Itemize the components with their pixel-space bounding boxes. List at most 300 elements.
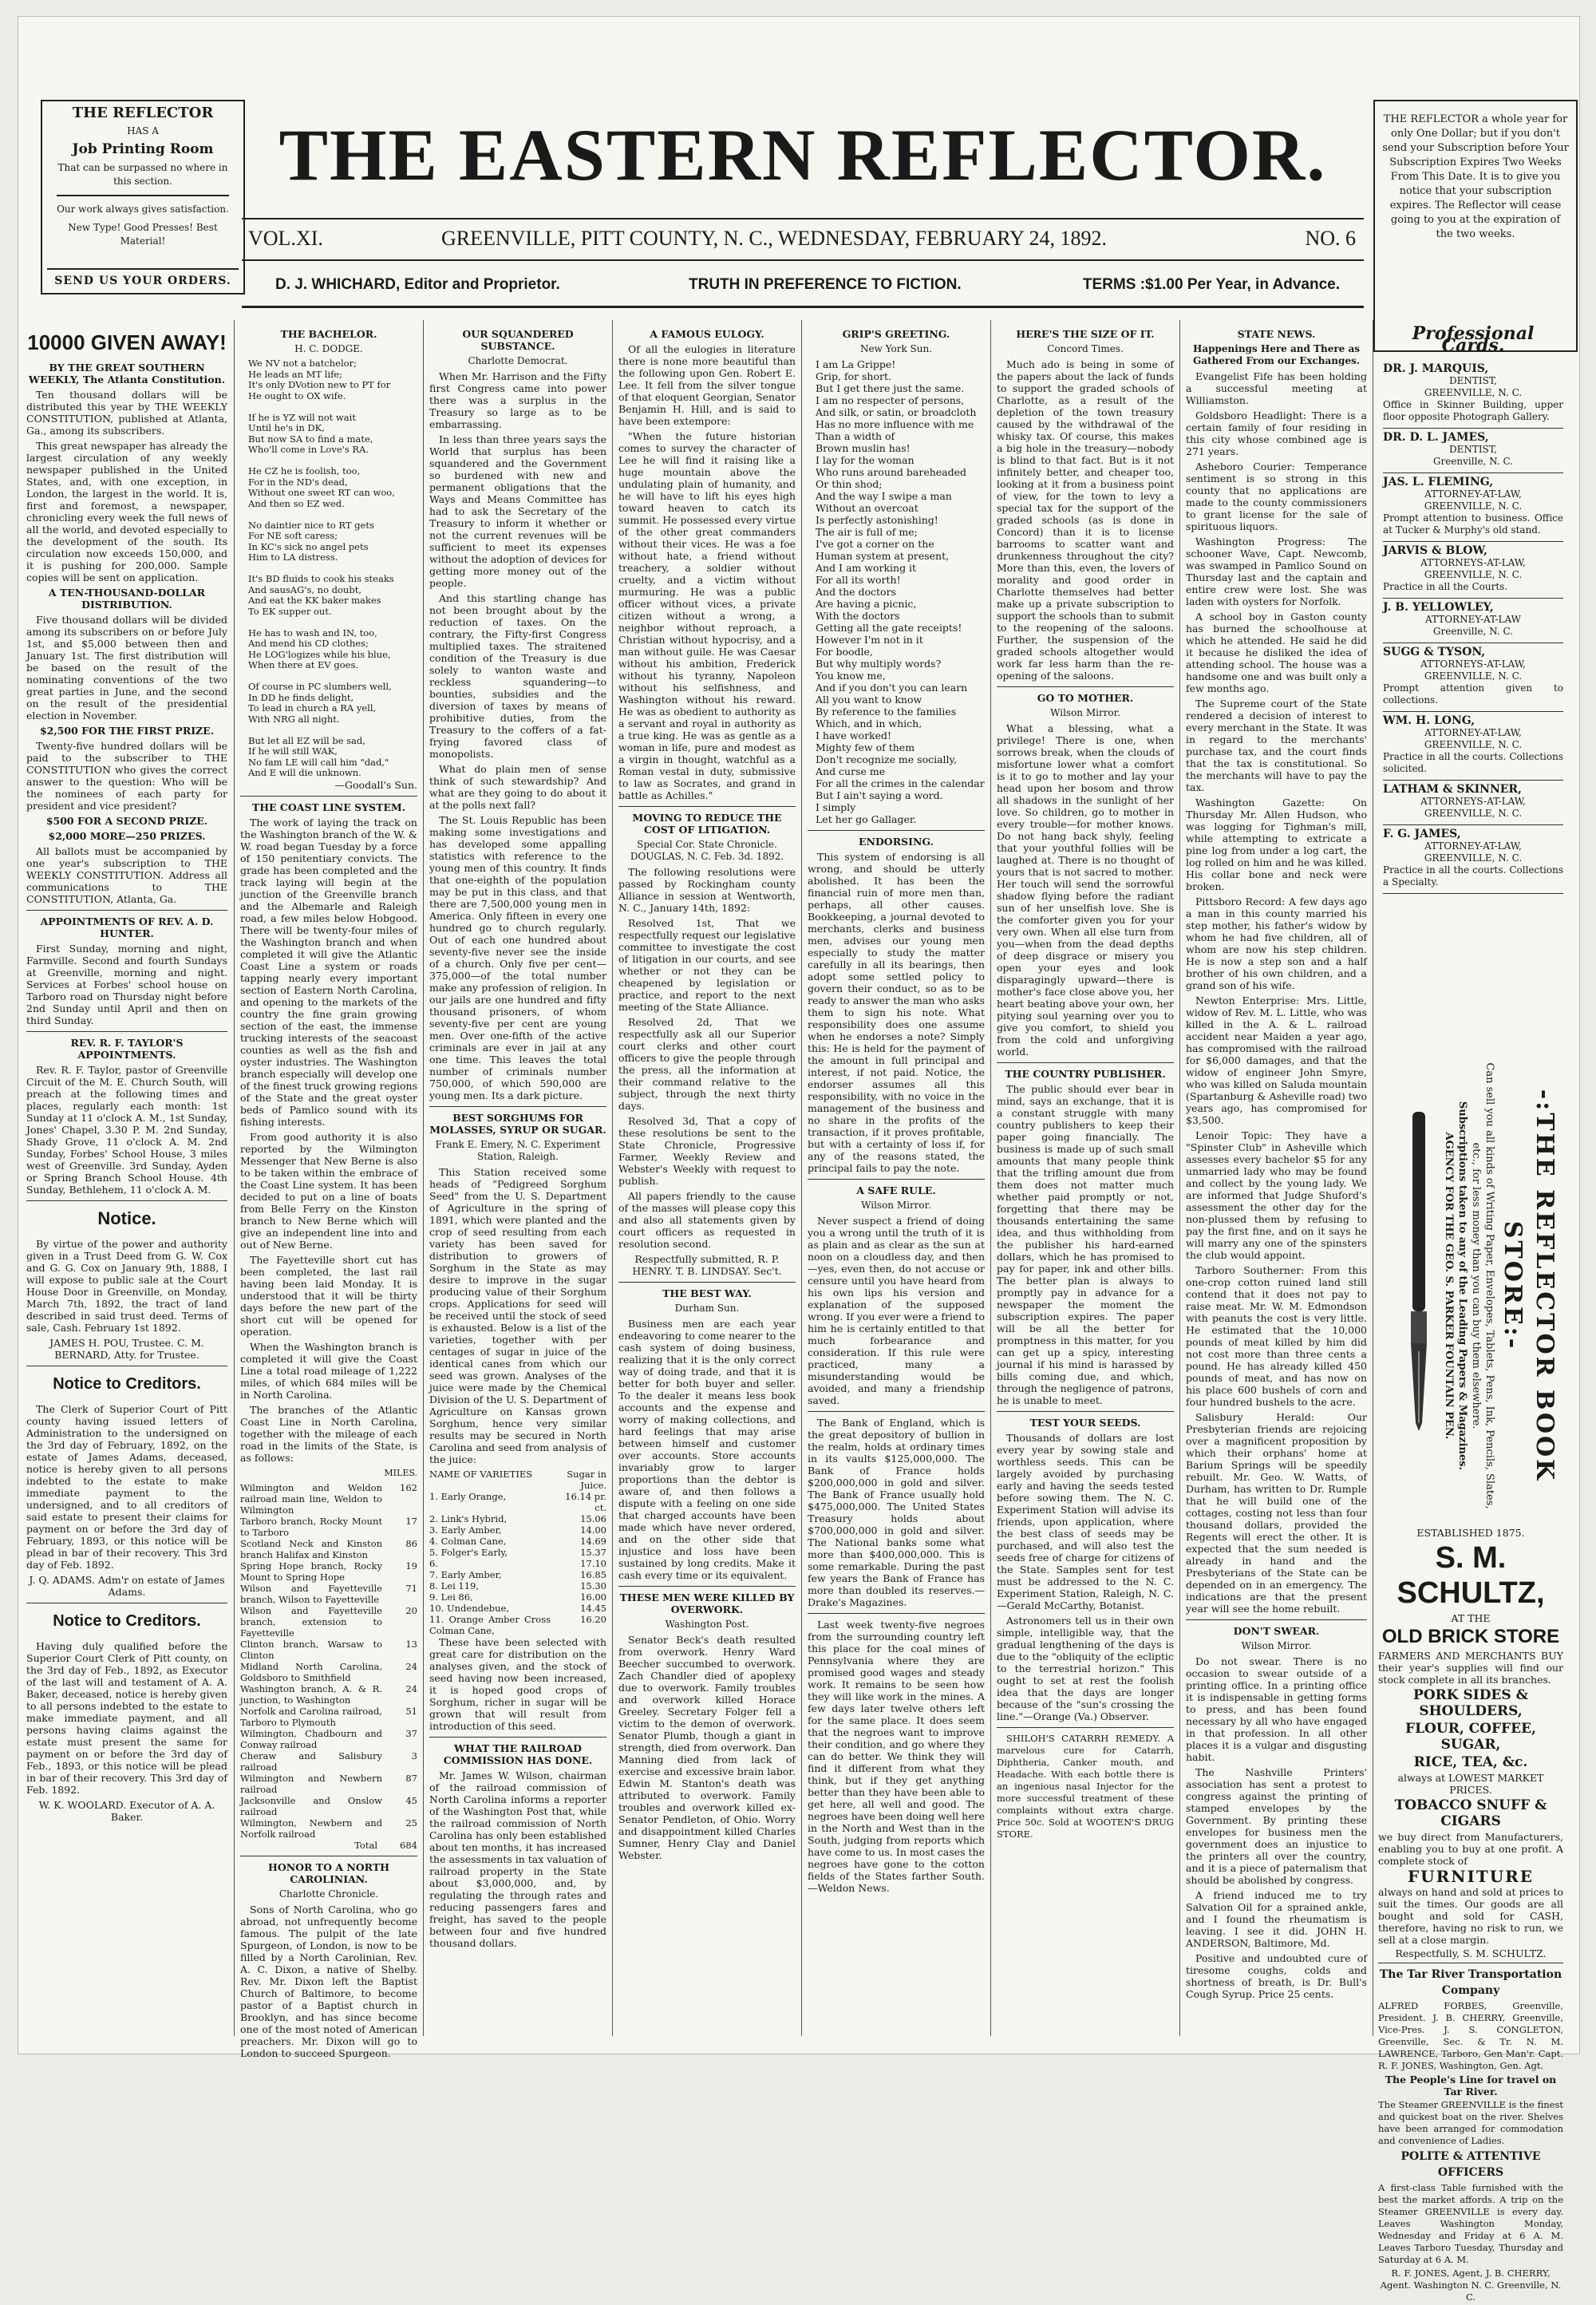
route-name: Wilmington and Weldon railroad main line, Weldon to Wilmington xyxy=(240,1481,382,1516)
section-heading: $2,500 FOR THE FIRST PRIZE. xyxy=(39,725,215,737)
card-note: Prompt attention given to collections. xyxy=(1383,682,1563,706)
volume: VOL.XI. xyxy=(248,227,323,250)
bookstore-ad-text xyxy=(1440,1062,1560,1509)
section-heading: MOVING TO REDUCE THE COST OF LITIGATION. xyxy=(632,812,782,836)
article-text: Do not swear. There is no occasion to swear outside of a printing office. In a printing office it is indispensable in getting forms to press, and has been found necessary by all who have engaged in that profession. In all other places it is a vulgar and disgusting habit. xyxy=(1186,1655,1367,1763)
section-heading: A TEN-THOUSAND-DOLLAR DISTRIBUTION. xyxy=(48,587,206,611)
card-location: GREENVILLE, N. C. xyxy=(1424,852,1523,864)
sorghum-header-row xyxy=(429,1469,606,1491)
variety-name: 6. xyxy=(429,1558,438,1569)
article-text: The work of laying the track on the Washington branch of the W. & W. road began Tuesday by a force of 150 penitentiary convicts. The grade has been completed and the track laying will begin at the junction of the Greenville branch and the Albemarle and Raleigh road, a few miles below Hobgood. There will be twenty-four miles of the Washington branch and when completed it will give the Atlantic Coast Line a system or roads tapping nearly every important section of Eastern North Carolina, and opening to the markets of the country the fine grain growing section of the east, the immense trucking interests of the seacoast counties as well as the fish and oyster industries. The Washington branch especially will develop one of the finest truck growing regions of the State and the great oyster beds of Pamlico sound with its fishing interests. xyxy=(240,816,417,1128)
article-text: This Station received some heads of "Pedigreed Sorghum Seed" from the U. S. Department of Agriculture in the spring of 1891, which were planted and the crop of seed resulting from each variety has been saved for distribution to growers of Sorghum in the State as may desire to improve in the sugar producing value of their Sorghum crops. Applications for seed will be received until the stock of seed is exhausted. Below is a list of the varieties, together with per centages of sugar in juice of the identical canes from which our seed was grown. Analyses of the juice were made by the Chemical Division of the U. S. Department of Agriculture on Kansas grown Sorghum, hence very similar results may be secured in North Carolina and seed from analysis of the juice: xyxy=(429,1166,606,1465)
sugar-percent: 16.20 xyxy=(580,1614,606,1625)
card-note: Practice in all the courts. Collections a Specialty. xyxy=(1383,864,1563,888)
section-heading: REV. R. F. TAYLOR'S APPOINTMENTS. xyxy=(70,1037,184,1061)
divider xyxy=(618,1586,796,1587)
route-miles: 162 xyxy=(400,1481,417,1493)
schultz-name: S. M. SCHULTZ, xyxy=(1396,1541,1545,1610)
article-text: In less than three years says the World that surplus has been squandered and the Government so burdened with new and permanent obligations that the Ways and Means Committee has had to ask the Secretary of the Treasury to inform it whether or not the current revenues will be sufficient to meet its expenses without the adoption of devices for getting more money out of the people. xyxy=(429,433,606,589)
article-text: Resolved 2d, That we respectfully ask all our Superior court clerks and other court officers to give the people through the press, all the information at their command relative to the subject, through the next thirty days. xyxy=(618,1016,796,1112)
source: Washington Post. xyxy=(665,1619,749,1630)
article-text: The Bank of England, which is the great depository of bullion in the realm, holds at ordinary times in its vaults $125,000,000. The Bank of France holds $200,000,000 in gold and silver. The Bank of France usually hold $475,000,000. The United States Treasury holds about $700,000,000 in gold and silver. The National banks some what more than $400,000,000. This is some remarkable. During the past few years the Bank of France has more than doubled its reserves.—Drake's Magazines. xyxy=(808,1417,985,1608)
card-note: Practice in all the Courts. xyxy=(1383,581,1508,592)
card-name: LATHAM & SKINNER, xyxy=(1383,783,1522,796)
divider xyxy=(26,1200,227,1201)
header-bottom-rule xyxy=(242,306,1364,308)
ear-divider xyxy=(57,195,229,196)
mileage-row xyxy=(240,1482,417,1516)
card-location: Greenville, N. C. xyxy=(1432,626,1514,637)
ear-job-printing: Job Printing Room xyxy=(72,141,214,157)
mileage-row xyxy=(240,1750,417,1773)
variety-name: 9. Lei 86, xyxy=(429,1591,473,1603)
divider xyxy=(808,1179,985,1180)
section-heading: APPOINTMENTS OF REV. A. D. HUNTER. xyxy=(40,915,214,939)
state-news-item: Tarboro Southerner: From this one-crop cotton ruined land still contend that it does not pay to raise meat. Mr. W. M. Edmondson with peanuts the cost is very little. He estimated that the 10,000 pounds of meat killed by him did not cost more than three cents a pound. He has already killed 450 pounds of meat, and has now on his place 600 bushels of corn and four hundred bushels to the acre. xyxy=(1186,1264,1367,1408)
article-text: Last week twenty-five negroes from the surrounding country left this place for the coal mines of Pennsylvania where they are promised good wages and steady work. It remains to be seen how they will like work in the mines. A few days later twelve others left for the same place. It does seem that the negroes want to improve their condition, and go where they can do better. We think they will find it different from what they think, but if they get anything better than they have been able to get here, all well and good. The negroes have been doing well here in the North and West than in the South, judging from reports which have come to us. In most cases the negroes have gone to the cotton fields of the States farther South.—Weldon News. xyxy=(808,1619,985,1894)
tobacco-line: TOBACCO SNUFF & CIGARS xyxy=(1394,1797,1547,1829)
route-name: Washington branch, A. & R. junction, to Washington xyxy=(240,1682,382,1706)
polite-line: POLITE & ATTENTIVE OFFICERS xyxy=(1400,2150,1541,2179)
mileage-row xyxy=(240,1605,417,1639)
section-heading: WHAT THE RAILROAD COMMISSION HAS DONE. xyxy=(443,1742,593,1766)
route-miles: 24 xyxy=(405,1660,417,1672)
mileage-row xyxy=(240,1706,417,1728)
state-news-item: Washington Gazette: On Thursday Mr. Allen Hudson, who was logging for Tighman's mill, while attempting to extricate a pine log from under a log cart, the log rolled on him and he was killed. His collar bone and neck were broken. xyxy=(1186,797,1367,892)
card-name: J. B. YELLOWLEY, xyxy=(1383,601,1494,614)
divider xyxy=(808,830,985,831)
card-name: SUGG & TYSON, xyxy=(1383,646,1486,658)
goods-line: FLOUR, COFFEE, SUGAR, xyxy=(1405,1721,1536,1753)
mileage-row xyxy=(240,1683,417,1706)
divider xyxy=(26,1031,227,1032)
ad-text: The Steamer GREENVILLE is the finest and quickest boat on the river. Shelves have been arranged for commodation and convenience of Ladies. xyxy=(1378,2099,1563,2146)
mileage-row xyxy=(240,1817,417,1840)
state-news-item: Lenoir Topic: They have a "Spinster Club" in Asheville which assesses every bachelor $5 for any unmarried lady who may be found and collect by the young lady. We are informed that Judge Shuford's assessment the other day for the non-plussed them by refusing to pay the first fine, and on it says he will marry any one of the spinsters the club would appoint. xyxy=(1186,1129,1367,1261)
sorghum-row xyxy=(429,1569,606,1580)
at-the: AT THE xyxy=(1451,1612,1491,1624)
total-label: Total xyxy=(354,1839,377,1851)
constitution-sub: BY THE GREAT SOUTHERN WEEKLY, The Atlanta Constitution. xyxy=(28,362,226,385)
card-title: ATTORNEYS-AT-LAW, xyxy=(1420,557,1526,568)
sorghum-row xyxy=(429,1591,606,1603)
card-title: ATTORNEY-AT-LAW, xyxy=(1424,488,1522,500)
article-text: What a blessing, what a privilege! There is one, when sorrows break, when the clouds of misfortune lower what a comfort is it to go to mother and lay your head upon her bosom and throw all shadows in the sunlight of her love. So children, go to mother in every trouble—for mother knows. Do not hang back shyly, feeling that your youthful follies will be laughed at. There is no thought of yours that is not sacred to mother. Her touch will send the sorrowful shadow flying before the radiant sun of her unselfish love. She is the comforter given you for your very own. When all else turn from you—when from the dead depths of deep disgrace or misery you open your eyes and look disparagingly upward—there is mother's face close above you, her heart beating above your own, her pitying soul yearning over you to give you comfort, to shield you from the cold and unforgiving world. xyxy=(997,722,1174,1058)
mileage-row xyxy=(240,1773,417,1795)
variety-name: 2. Link's Hybrid, xyxy=(429,1513,508,1524)
sorghum-row xyxy=(429,1491,606,1513)
article-text: Ten thousand dollars will be distributed this year by THE WEEKLY CONSTITUTION, published at Atlanta, Ga., among its subscribers. xyxy=(26,389,227,437)
card-name: WM. H. LONG, xyxy=(1383,714,1476,727)
total-value: 684 xyxy=(400,1839,417,1851)
article-text: The public should ever bear in mind, says an exchange, that it is a constant struggle with many country publishers to keep their paper going financially. The business is made up of such small amounts that many people think that the trifling amount due from them does not matter much whether paid promptly or not, forgetting that there may be thousands entertaining the same idea, and thus withholding from the publisher his hard-earned dollars, which he has promised to pay for paper, ink and other bills. The better plan is always to promptly pay in advance for a newspaper the moment the subscription expires. The paper will be all the better for promptness in this matter, for you can get up a spicy, interesting journal if his mind is harassed by bills coming due, and which, through the negligence of patrons, he is unable to meet. xyxy=(997,1083,1174,1406)
column-rule xyxy=(612,320,613,2036)
divider xyxy=(1186,1619,1367,1620)
mileage-table xyxy=(240,1482,417,1851)
route-name: Wilmington, Newbern and Norfolk railroad xyxy=(240,1817,382,1840)
prices-line: always at LOWEST MARKET PRICES. xyxy=(1397,1772,1544,1796)
article-text: The branches of the Atlantic Coast Line in North Carolina, together with the mileage of each road in the limits of the State, is as follows: xyxy=(240,1403,417,1464)
ad-text: always on hand and sold at prices to suit the times. Our goods are all bought and sold for CASH, therefore, having no risk to run, we sell at a close margin. xyxy=(1378,1886,1563,1946)
variety-name: 4. Colman Cane, xyxy=(429,1536,507,1547)
section-heading: HONOR TO A NORTH CAROLINIAN. xyxy=(268,1860,389,1885)
card-location: GREENVILLE, N. C. xyxy=(1424,569,1523,580)
route-name: Jacksonville and Onslow railroad xyxy=(240,1794,382,1817)
bookstore-line: Can sell you all kinds of Writing Paper, Envelopes, Tablets, Pens, Ink, Pencils, Slates, etc., for less money than you can buy them elsewhere. xyxy=(1470,1062,1495,1509)
variety-name: 7. Early Amber, xyxy=(429,1569,502,1580)
sorghum-col-head: Sugar in Juice. xyxy=(567,1469,606,1491)
route-name: Wilson and Fayetteville branch, Wilson to Fayetteville xyxy=(240,1582,382,1605)
professional-cards xyxy=(1383,325,1563,894)
professional-card xyxy=(1383,825,1563,894)
divider xyxy=(997,1411,1174,1412)
route-name: Midland North Carolina, Goldsboro to Smithfield xyxy=(240,1660,382,1683)
article-text: Much ado is being in some of the papers about the lack of funds to support the graded schools of Charlotte, as a result of the depletion of the town treasury caused by the withdrawal of the whisky tax. Of course, this makes a big hole in the treasury—nobody is blind to that fact. But is it not infinitely better, and cheaper too, looking at it from a business point of view, for the town to levy a special tax for the support of the graded schools (as is done in Concord) than it is to license barrooms to scatter want and drunkenness throughout the city? More than this, even, the lovers of morality and good order in Charlotte themselves had better make up a private subscription to support the schools than to submit to the reopening of the saloons. Further, the suspension of the graded schools altogether would work far less harm than the re-opening of the saloons. xyxy=(997,358,1174,682)
masthead-rule xyxy=(242,218,1364,219)
professional-card xyxy=(1383,473,1563,542)
ear-work: Our work always gives satisfaction. xyxy=(57,204,229,215)
article-text: What do plain men of sense think of such stewardship? And what are they going to do about it at the polls next fall? xyxy=(429,763,606,811)
article-text: Having duly qualified before the Superior Court Clerk of Pitt county, on the 3rd day of Feb., 1892, as Executor of the last will and testament of A. A. Baker, deceased, notice is hereby given to all persons indebted to the estate to make immediate payment, and all persons having claims against the estate must present the same for payment on or before the 3rd day of Feb., 1893, or this notice will be plead in bar of their recovery. This 3rd day of Feb. 1892. xyxy=(26,1640,227,1796)
agents-line: R. F. JONES, Agent, J. B. CHERRY, Agent. Washington N. C. Greenville, N. C. xyxy=(1380,2267,1562,2303)
column-rule xyxy=(423,320,424,2036)
section-heading: DON'T SWEAR. xyxy=(1233,1625,1320,1637)
article-text: The following resolutions were passed by Rockingham county Alliance in session at Wentworth, N. C., January 14th, 1892: xyxy=(618,866,796,914)
ear-title: THE REFLECTOR xyxy=(72,105,214,121)
bookstore-ad xyxy=(1440,1062,1560,1509)
column-4 xyxy=(618,325,796,2036)
sugar-percent: 16.85 xyxy=(580,1569,606,1580)
article-text: The Nashville Printers' association has sent a protest to congress against the printing of stamped envelopes by the Government. By printing these envelopes for business men the government does an injustice to the printers all over the country, and it is a piece of paternalism that should be abolished by congress. xyxy=(1186,1766,1367,1886)
established: ESTABLISHED 1875. xyxy=(1416,1527,1525,1539)
fountain-pen-illustration xyxy=(1403,1112,1435,1431)
issue-number: NO. 6 xyxy=(1305,227,1356,250)
professional-card xyxy=(1383,429,1563,473)
bookstore-line: AGENCY FOR THE GEO. S. PARKER FOUNTAIN PEN. xyxy=(1443,1132,1455,1440)
professional-card xyxy=(1383,360,1563,429)
state-news-item: Newton Enterprise: Mrs. Little, widow of Rev. M. L. Little, who was killed in the A. & L. railroad accident near Maiden a year ago, has compromised with the railroad for $6,000 damages, and that the widow of engineer John Smyre, who was killed on Saluda mountain (Spartanburg & Asheville road) two years ago, has compromised for $3,500. xyxy=(1186,994,1367,1126)
article-text: Rev. R. F. Taylor, pastor of Greenville Circuit of the M. E. Church South, will preach at the following times and places, regularly each month: 1st Sunday at 11 o'clock A. M., 1st Sunday, Jones' Chapel, 3.30 P. M. 2nd Sunday, Shady Grove, 11 o'clock A. M. 2nd Sunday, Forbes' School House, 3 miles west of Greenville. 3rd Sunday, Ayden or Spring Branch School House. 4th Sunday, Bethlehem, 11 o'clock A. M. xyxy=(26,1064,227,1196)
signature: Respectfully submitted, R. P. HENRY. T. B. LINDSAY. Sec't. xyxy=(632,1253,782,1277)
article-text: A friend induced me to try Salvation Oil for a sprained ankle, and I found the rheumatism is leaving. I see it did. JOHN H. ANDERSON, Baltimore, Md. xyxy=(1186,1889,1367,1949)
shiloh-ad: SHILOH'S CATARRH REMEDY. A marvelous cure for Catarrh, Diphtheria, Canker mouth, and Headache. With each bottle there is an ingenious nasal Injector for the more successful treatment of these complaints without extra charge. Price 50c. Sold at WOOTEN'S DRUG STORE. xyxy=(997,1733,1174,1840)
article-text: "When the future historian comes to survey the character of Lee he will find it raising like a huge mountain above the undulating plain of humanity, and he will have to lift his eyes high toward heaven to catch its summit. He possessed every virtue of the other great commanders without their vices. He was a foe without hate, a friend without treachery, a soldier without cruelty, and a victim without murmuring. He was a public officer without vices, a private citizen without a wrong, a neighbor without reproach, a Christian without hypocrisy, and a man without guile. He was Caesar without his ambition, Frederick without his tyranny, Napoleon without his selfishness, and Washington without his reward. He was as obedient to authority as a servant and royal in authority as a true king. He was as gentle as a woman in life, pure and modest as a virgin in thought, watchful as a Roman vestal in duty, submissive to law as Socrates, and grand in battle as Achilles." xyxy=(618,430,796,801)
state-news-item: A school boy in Gaston county has burned the schoolhouse at which he attended. He said he did it because he disliked the idea of attending school. The house was a handsome one and was built only a few months ago. xyxy=(1186,611,1367,694)
article-text: Never suspect a friend of doing you a wrong until the truth of it is as plain and as clear as the sun at noon on a cloudless day, and then—yes, even then, do not accuse or censure until you have heard from his own lips his version and explanation of the supposed wrong. If you ever were a friend to him he is certainly entitled to that much forbearance and consideration. If this rule were practiced, many a misunderstanding would be avoided, and many a friendship saved. xyxy=(808,1215,985,1406)
sugar-percent: 14.45 xyxy=(580,1603,606,1614)
source: Charlotte Democrat. xyxy=(468,355,568,366)
source: Wilson Mirror. xyxy=(1241,1640,1312,1651)
card-name: F. G. JAMES, xyxy=(1383,828,1461,840)
sorghum-row xyxy=(429,1614,606,1636)
route-name: Norfolk and Carolina railroad, Tarboro to Plymouth xyxy=(240,1705,382,1728)
cards-title: Professional Cards. xyxy=(1412,323,1535,356)
article-text: Resolved 1st, That we respectfully request our legislative committee to investigate the cost of litigation in our courts, and see whether or not they can be cheapened by legislation or practice, and report to the next meeting of the State Alliance. xyxy=(618,917,796,1013)
state-news-item: Evangelist Fife has been holding a successful meeting at Williamston. xyxy=(1186,370,1367,406)
source: Special Cor. State Chronicle. DOUGLAS, N. C. Feb. 3d. 1892. xyxy=(630,839,784,862)
route-name: Wilmington, Chadbourn and Conway railroad xyxy=(240,1727,382,1750)
card-title: ATTORNEY-AT-LAW, xyxy=(1424,727,1522,738)
state-news-item: The Supreme court of the State rendered a decision of interest to every merchant in the State. It was in regard to the merchants' purchase tax, and the court finds that the tax is constitutional. So the merchants will have to pay the tax. xyxy=(1186,698,1367,793)
state-news-item: Pittsboro Record: A few days ago a man in this county married his step mother, his father's widow by whom he had five children, all of whom are now his step children. He is now a step son and a half brother of his own children, and a grand son of his wife. xyxy=(1186,896,1367,991)
route-name: Spring Hope branch, Rocky Mount to Spring Hope xyxy=(240,1560,382,1583)
section-heading: THE COAST LINE SYSTEM. xyxy=(251,801,406,813)
bookstore-line: Subscriptions taken to any of the Leading Papers & Magazines. xyxy=(1456,1101,1468,1471)
divider xyxy=(997,1062,1174,1063)
card-location: GREENVILLE, N. C. xyxy=(1424,739,1523,750)
mileage-row xyxy=(240,1583,417,1605)
route-name: Cheraw and Salisbury railroad xyxy=(240,1750,382,1773)
section-heading: STATE NEWS. xyxy=(1237,328,1316,340)
professional-card xyxy=(1383,542,1563,599)
route-name: Wilson and Fayetteville branch, extension to Fayetteville xyxy=(240,1604,382,1639)
article-text: And this startling change has not been brought about by the reduction of taxes. On the contrary, the Fifty-first Congress multiplied taxes. The straitened condition of the Treasury is due solely to wanton waste and reckless squandering—to bounties, subsidies and the diversion of taxes by means of prohibitive duties, from the Treasury to the coffers of a fat-frying favored class of monopolists. xyxy=(429,592,606,760)
sorghum-row xyxy=(429,1524,606,1536)
card-location: GREENVILLE, N. C. xyxy=(1424,808,1523,819)
signature: W. K. WOOLARD. Executor of A. A. Baker. xyxy=(38,1799,215,1823)
card-note: Practice in all the courts. Collections solicited. xyxy=(1383,751,1563,774)
source: Wilson Mirror. xyxy=(1050,707,1120,718)
article-text: Positive and undoubted cure of tiresome coughs, colds and shortness of breath, is Dr. Bull's Cough Syrup. Price 25 cents. xyxy=(1186,1952,1367,2000)
section-heading: THE BEST WAY. xyxy=(662,1287,752,1299)
sugar-percent: 17.10 xyxy=(580,1558,606,1569)
mileage-row xyxy=(240,1728,417,1750)
volume-line xyxy=(242,223,1364,255)
article-text: The Fayetteville short cut has been completed, the last rail having been laid Monday. It is understood that it will be thirty days before the new part of the short cut will be opened for operation. xyxy=(240,1253,417,1338)
motto: TRUTH IN PREFERENCE TO FICTION. xyxy=(689,276,962,293)
column-rule xyxy=(1179,320,1180,2036)
article-text: All ballots must be accompanied by one year's subscription to THE WEEKLY CONSTITUTION. Address all communications to THE CONSTITUTION, Atlanta, Ga. xyxy=(26,845,227,905)
state-news-item: Washington Progress: The schooner Wave, Capt. Newcomb, was swamped in Pamlico Sound on Thursday last and the captain and entire crew were lost. She was laden with oysters for Norfolk. xyxy=(1186,536,1367,607)
route-name: Wilmington and Newbern railroad xyxy=(240,1772,382,1795)
ad-text: we buy direct from Manufacturers, enabling you to buy at one profit. A complete stock of xyxy=(1378,1831,1563,1867)
card-note: Prompt attention to business. Office at Tucker & Murphy's old stand. xyxy=(1383,512,1563,536)
route-miles: 19 xyxy=(405,1560,417,1572)
route-miles: 17 xyxy=(405,1515,417,1527)
mileage-row xyxy=(240,1639,417,1661)
card-title: ATTORNEYS-AT-LAW, xyxy=(1420,796,1526,807)
route-name: Clinton branch, Warsaw to Clinton xyxy=(240,1638,382,1661)
sugar-percent: 15.30 xyxy=(580,1580,606,1591)
variety-name: 11. Orange Amber Cross Colman Cane, xyxy=(429,1614,551,1636)
mileage-row xyxy=(240,1560,417,1583)
furniture-line: FURNITURE xyxy=(1407,1867,1535,1886)
section-heading: $2,000 MORE—250 PRIZES. xyxy=(48,830,206,842)
ear-has-a: HAS A xyxy=(127,125,159,136)
divider xyxy=(808,1613,985,1614)
route-miles: 13 xyxy=(405,1638,417,1650)
cards-list xyxy=(1383,360,1563,894)
divider xyxy=(240,796,417,797)
article-text: This system of endorsing is all wrong, and should be utterly abolished. It has been the financial ruin of more men than, perhaps, all other causes. Bookkeeping, a journal devoted to merchants, clerks and business men, advises our young men especially to study the matter carefully in all its bearings, then adopt some settled policy to govern their conduct, so as to be ready to answer the man who asks them to sign his note. What responsibility does one assume when he endorses a note? Simply this: He is held for the payment of the amount in full principal and interest, if not paid. Notice, the endorser assumes all this responsibility, with no voice in the management of the business and no share in the profits of the transaction, if it proves profitable, but with a certainty of loss if, for any of the reasons stated, the principal fails to pay the note. xyxy=(808,851,985,1174)
route-miles: 37 xyxy=(405,1727,417,1739)
route-miles: 20 xyxy=(405,1604,417,1616)
article-text: The Clerk of Superior Court of Pitt county having issued letters of Administration to the undersigned on the 3rd day of February, 1892, on the estate of James Adams, deceased, notice is hereby given to all persons indebted to the estate to make immediate payment to the undersigned, and to all creditors of said estate to present their claims for payment on or before the 3rd day of February, 1893, or this notice will be plead in bar of their recovery. This 3rd day of Feb. 1892. xyxy=(26,1403,227,1571)
sorghum-row xyxy=(429,1536,606,1547)
article-text: When Mr. Harrison and the Fifty first Congress came into power there was a surplus in the Treasury so large as to be embarrassing. xyxy=(429,370,606,430)
column-3 xyxy=(429,325,606,2036)
headline-10000-given-away: 10000 GIVEN AWAY! xyxy=(27,330,227,354)
poem-text: We NV not a batchelor; He leads an MT life; It's only DVotion new to PT for He ought to OX wife. If he is YZ will not wait Until he's in DK, But now SA to find a mate, Who'll come in Love's RA. He CZ he is foolish, too, For in the ND's dead, Without one sweet RT can woo, And then so EZ wed. No daintier nice to RT gets For NE soft caress; In KC's sick no angel pets Him to LA distress. It's BD fluids to cook his steaks And sausAG's, no doubt, And eat the KK baker makes To EK supper out. He has to wash and IN, too, And mend his CD clothes; He LOG'logizes while his blue, When there at EV goes. Of course in PC slumbers well, In DD he finds delight, To lead in church a RA yell, With NRG all night. But let all EZ will be sad, If he will still WAK, No fam LE will call him "dad," And E will die unknown. xyxy=(248,358,395,778)
card-location: GREENVILLE, N. C. xyxy=(1424,387,1523,398)
section-heading: A FAMOUS EULOGY. xyxy=(650,328,764,340)
article-text: The St. Louis Republic has been making some investigations and has developed some appalling statistics with reference to the young men of this country. It finds that one-eighth of the population may be put in this class, and that there are 7,500,000 young men in America. Only fifteen in every one hundred go to church regularly. Out of each one hundred about seventy-five never see the inside of a church. Only five per cent—375,000—of the total number make any profession of religion. In our jails are one hundred and fifty thousand prisoners, of whom seventy-five per cent are young men. Over one-fifth of the active criminals are ever in jail at any one time. This leaves the total number of criminals number 750,000, of which 590,000 are young men. Its a dark picture. xyxy=(429,814,606,1101)
card-location: GREENVILLE, N. C. xyxy=(1424,500,1523,512)
source: Wilson Mirror. xyxy=(861,1200,931,1211)
state-news-item: Salisbury Herald: Our Presbyterian friends are rejoicing over a magnificent proposition by which their orphans' home at Barium Springs will be speedily rebuilt. Mr. Geo. W. Watts, of Durham, has written to Dr. Rumple that he will build one of the cottages, costing not less than four thousand dollars, provided the Regents will erect the other. It is expected that the sum needed is already in hand and the Presbyterians of the State can be depended on in an emergency. The indications are that the present year will see the home rebuilt. xyxy=(1186,1411,1367,1615)
card-location: GREENVILLE, N. C. xyxy=(1424,670,1523,682)
card-title: DENTIST, xyxy=(1449,444,1497,455)
card-name: JAS. L. FLEMING, xyxy=(1383,476,1494,488)
route-miles: 25 xyxy=(405,1817,417,1829)
article-text: This great newspaper has already the largest circulation of any weekly newspaper published in the United States, and, with one exception, in London, the largest in the world. It is, first and foremost, a newspaper, chronicling every week the full news of all the world, and devoted especially to the development of the south. Its circulation now exceeds 150,000, and it is pushing for 200,000. Sample copies will be sent on application. xyxy=(26,440,227,583)
section-heading: THESE MEN WERE KILLED BY OVERWORK. xyxy=(619,1591,795,1615)
editor-line xyxy=(242,271,1364,299)
newspaper-page xyxy=(18,16,1580,2303)
divider xyxy=(808,1411,985,1412)
source: Charlotte Chronicle. xyxy=(279,1888,379,1900)
ear-surpassed: That can be surpassed no where in this section. xyxy=(57,162,228,187)
editor: D. J. WHICHARD, Editor and Proprietor. xyxy=(275,276,560,293)
schultz-ad xyxy=(1378,1525,1563,2305)
signature: Respectfully, S. M. SCHULTZ. xyxy=(1395,1947,1547,1959)
poem-text: I am La Grippe! Grip, for short. But I get there just the same. I am no respecter of persons, And silk, or satin, or broadcloth Has no more influence with me Than a width of Brown muslin has! I lay for the woman Who runs around bareheaded Or thin shod; And the way I swipe a man Without an overcoat Is perfectly astonishing! The air is full of me; I've got a corner on the Human system at present, And I am working it For all its worth! And the doctors Are having a picnic, With the doctors Getting all the gate receipts! However I'm not in it For boodle, But why multiply words? You know me, And if you don't you can learn All you want to know By reference to the families Which, and in which, I have worked! Mighty few of them Don't recognize me socially, And curse me For all the crimes in the calendar But I ain't saying a word. I simply Let her go Gallager. xyxy=(816,358,985,825)
route-name: Scotland Neck and Kinston branch Halifax and Kinston xyxy=(240,1537,382,1560)
article-text: Sons of North Carolina, who go abroad, not unfrequently become famous. The pulpit of the late Spurgeon, of London, is now to be filled by a North Carolinian, Rev. A. C. Dixon, a native of Shelby. Rev. Mr. Dixon left the Baptist Church of Baltimore, to become pastor of a Baptist church in Brooklyn, and has since become one of the most noted of American preachers. Mr. Dixon will go to London to succeed Spurgeon. xyxy=(240,1903,417,2059)
goods-line: PORK SIDES & SHOULDERS, xyxy=(1413,1687,1528,1719)
divider xyxy=(618,1282,796,1283)
column-rule xyxy=(990,320,991,2036)
line-heading: The People's Line for travel on Tar River. xyxy=(1385,2074,1557,2097)
sugar-percent: 16.00 xyxy=(580,1591,606,1603)
source: Frank E. Emery, N. C. Experiment Station, Raleigh. xyxy=(435,1139,601,1162)
variety-name: 8. Lei 119, xyxy=(429,1580,480,1591)
mileage-total-row xyxy=(240,1840,417,1851)
sorghum-row xyxy=(429,1603,606,1614)
column-rule xyxy=(801,320,802,2036)
sugar-percent: 14.69 xyxy=(580,1536,606,1547)
article-text: These have been selected with great care for distribution on the analyses given, and the stock of seed having now been increased, it is hoped good crops of Sorghum, richer in sugar will be grown that will result from introduction of this seed. xyxy=(429,1636,606,1732)
article-text: Five thousand dollars will be divided among its subscribers on or before July 1st, and $5,000 between then and January 1st. The first distribution will be based on the result of the nominating conventions of the two great parties in June, and the second on the result of the presidential election in November. xyxy=(26,614,227,722)
terms: TERMS :$1.00 Per Year, in Advance. xyxy=(1082,276,1340,293)
route-name: Tarboro branch, Rocky Mount to Tarboro xyxy=(240,1515,382,1538)
mileage-row xyxy=(240,1516,417,1538)
section-heading: A SAFE RULE. xyxy=(856,1184,936,1196)
divider xyxy=(429,1737,606,1738)
section-heading: BEST SORGHUMS FOR MOLASSES, SYRUP OR SUGAR. xyxy=(429,1112,606,1136)
section-heading: TEST YOUR SEEDS. xyxy=(1029,1417,1141,1429)
goods-line: RICE, TEA, &c. xyxy=(1413,1754,1528,1770)
dateline: GREENVILLE, PITT COUNTY, N. C., WEDNESDAY, FEBRUARY 24, 1892. xyxy=(441,227,1107,250)
route-miles: 87 xyxy=(405,1772,417,1784)
sugar-percent: 15.37 xyxy=(580,1547,606,1558)
column-6 xyxy=(997,325,1174,2036)
variety-name: 10. Undendebue, xyxy=(429,1603,510,1614)
column-7 xyxy=(1186,325,1367,2036)
notice-heading: Notice. xyxy=(97,1208,156,1228)
sorghum-table xyxy=(429,1469,606,1636)
card-name: JARVIS & BLOW, xyxy=(1383,544,1487,557)
article-text: Resolved 3d, That a copy of these resolutions be sent to the State Chronicle, Progressive Farmer, Weekly Review and Webster's Weekly with request to publish. xyxy=(618,1115,796,1187)
mileage-row xyxy=(240,1538,417,1560)
ad-text: A first-class Table furnished with the best the market affords. A trip on the Steamer GREENVILLE is every day. Leaves Washington Monday, Wednesday and Friday at 6 A. M. Leaves Tarboro Tuesday, Thursday and Saturday at 6 A. M. xyxy=(1378,2182,1563,2265)
route-miles: 71 xyxy=(405,1582,417,1594)
source: Concord Times. xyxy=(1047,343,1124,354)
divider xyxy=(997,1727,1174,1728)
sugar-percent: 16.14 pr. ct. xyxy=(565,1491,606,1513)
variety-name: 1. Early Orange, xyxy=(429,1491,507,1502)
signature: JAMES H. POU, Trustee. C. M. BERNARD, Atty. for Trustee. xyxy=(49,1337,204,1361)
card-title: ATTORNEYS-AT-LAW, xyxy=(1420,658,1526,670)
sorghum-col-head: NAME OF VARIETIES xyxy=(429,1469,533,1480)
article-text: Mr. James W. Wilson, chairman of the railroad commission of North Carolina informs a reporter of the Washington Post that, while the railroad commission of North Carolina has only been established about ten months, it has increased the assessments in tax valuation of railroad property in the State about $3,000,000, and, by regulating the through rates and reducing passengers fares and freight, has saved to the people between four and five hundred thousand dollars. xyxy=(429,1769,606,1949)
state-news-item: Asheboro Courier: Temperance sentiment is so strong in this county that no applications are made to the county commissioners to grant license for the sale of spirituous liquors. xyxy=(1186,461,1367,532)
route-miles: 86 xyxy=(405,1537,417,1549)
author: H. C. DODGE. xyxy=(294,343,363,354)
ear-send-orders: SEND US YOUR ORDERS. xyxy=(47,268,239,288)
section-heading: OUR SQUANDERED SUBSTANCE. xyxy=(462,328,574,352)
sorghum-row xyxy=(429,1513,606,1524)
ad-text: ALFRED FORBES, Greenville, President. J. B. CHERRY, Greenville, Vice-Pres. J. S. CONGLETON, Greenville, Sec. & Tr. N. M. LAWRENCE, Tarboro, Gen Man'r. Capt. R. F. JONES, Washington, Gen. Agt. xyxy=(1378,2000,1563,2071)
masthead: THE EASTERN REFLECTOR. xyxy=(279,114,1327,196)
column-rule xyxy=(234,320,235,2036)
divider xyxy=(997,686,1174,687)
section-heading: THE COUNTRY PUBLISHER. xyxy=(1005,1068,1166,1080)
column-1 xyxy=(26,325,227,2036)
section-heading: HERE'S THE SIZE OF IT. xyxy=(1016,328,1155,340)
source: New York Sun. xyxy=(859,343,933,354)
sorghum-row xyxy=(429,1547,606,1558)
section-heading: THE BACHELOR. xyxy=(280,328,377,340)
route-miles: 51 xyxy=(405,1705,417,1717)
card-name: DR. D. L. JAMES, xyxy=(1383,431,1489,444)
divider xyxy=(26,910,227,911)
article-text: When the Washington branch is completed it will give the Coast Line a total road mileage of 1,222 miles, of which 684 miles will be in North Carolina. xyxy=(240,1340,417,1401)
article-text: All papers friendly to the cause of the masses will please copy this and also all statements given by court officers as requested in resolution second. xyxy=(618,1190,796,1250)
card-location: Greenville, N. C. xyxy=(1432,456,1514,467)
variety-name: 3. Early Amber, xyxy=(429,1524,502,1536)
reflector-job-printing-ad xyxy=(41,100,245,295)
mileage-row xyxy=(240,1795,417,1817)
article-text: Of all the eulogies in literature there is none more beautiful than the following upon Gen. Robert E. Lee. It fell from the silver tongue of that eloquent Georgian, Senator Benjamin H. Hill, and is said to have been extempore: xyxy=(618,343,796,427)
miles-label: MILES. xyxy=(384,1467,417,1478)
signature: J. Q. ADAMS. Adm'r on estate of James Adams. xyxy=(29,1574,225,1598)
subscription-notice xyxy=(1373,100,1578,356)
card-note: Office in Skinner Building, upper floor opposite Photograph Gallery. xyxy=(1383,399,1563,422)
section-heading: GO TO MOTHER. xyxy=(1037,692,1134,704)
article-text: By virtue of the power and authority given in a Trust Deed from G. W. Cox and G. G. Cox on January 9th, 1888, I will expose to public sale at the Court House Door in Greenville, on Monday, March 7th, 1892, the tract of land described in said trust deed. Terms of sale, Cash. February 1st 1892. xyxy=(26,1238,227,1334)
card-title: DENTIST, xyxy=(1449,375,1497,386)
state-news-list xyxy=(1186,370,1367,1615)
professional-card xyxy=(1383,643,1563,712)
notice-heading: Notice to Creditors. xyxy=(53,1375,201,1393)
state-news-item: Goldsboro Headlight: There is a certain family of four residing in this city whose combined age is 271 years. xyxy=(1186,409,1367,457)
credit: —Goodall's Sun. xyxy=(334,778,417,791)
old-brick-store: OLD BRICK STORE xyxy=(1381,1626,1560,1647)
route-miles: 24 xyxy=(405,1682,417,1694)
source: Durham Sun. xyxy=(674,1303,740,1314)
article-text: Business men are each year endeavoring to come nearer to the cash system of doing business, realizing that it is the only correct way of doing trade, and that it is better for both buyer and seller. To the dealer it means less book accounts and the expense and worry of making collections, and hard feelings that may arise between himself and customer over accounts. Store accounts invariably grow to larger proportions than the debtor is aware of, and then follows a dispute with a feeling on one side that charged accounts have been made which have never ordered, and on the other side that injustice and loss have been sustained by long credits. Make it cash every time or its equivalent. xyxy=(618,1318,796,1581)
article-text: Astronomers tell us in their own simple, intelligible way, that the gradual lengthening of the days is due to the "obliquity of the ecliptic to the terrestrial horizon." This ought to set at rest the foolish idea that the days are longer because of the "sun's crossing the line."—Orange (Va.) Observer. xyxy=(997,1615,1174,1722)
professional-card xyxy=(1383,781,1563,825)
route-miles: 45 xyxy=(405,1794,417,1806)
mileage-row xyxy=(240,1661,417,1683)
subscription-text: THE REFLECTOR a whole year for only One Dollar; but if you don't send your Subscription before Your Subscription Expires Two Weeks From This Date. It is to give you notice that your subscription expires. The Reflector will cease going to you at the expiration of the two weeks. xyxy=(1382,113,1569,240)
sugar-percent: 15.06 xyxy=(580,1513,606,1524)
article-text: From good authority it is also reported by the Wilmington Messenger that New Berne is also to be taken within the embrace of the Coast Line system. It has been decided to put on a line of boats from Belle Ferry on the Kinston branch to New Berne which will give an independent line into and out of New Berne. xyxy=(240,1130,417,1251)
article-text: Twenty-five hundred dollars will be paid to the subscriber to THE CONSTITUTION who gives the correct answer to the question: Who will be the nominees of each party for president and vice president? xyxy=(26,740,227,812)
divider xyxy=(429,1106,606,1107)
